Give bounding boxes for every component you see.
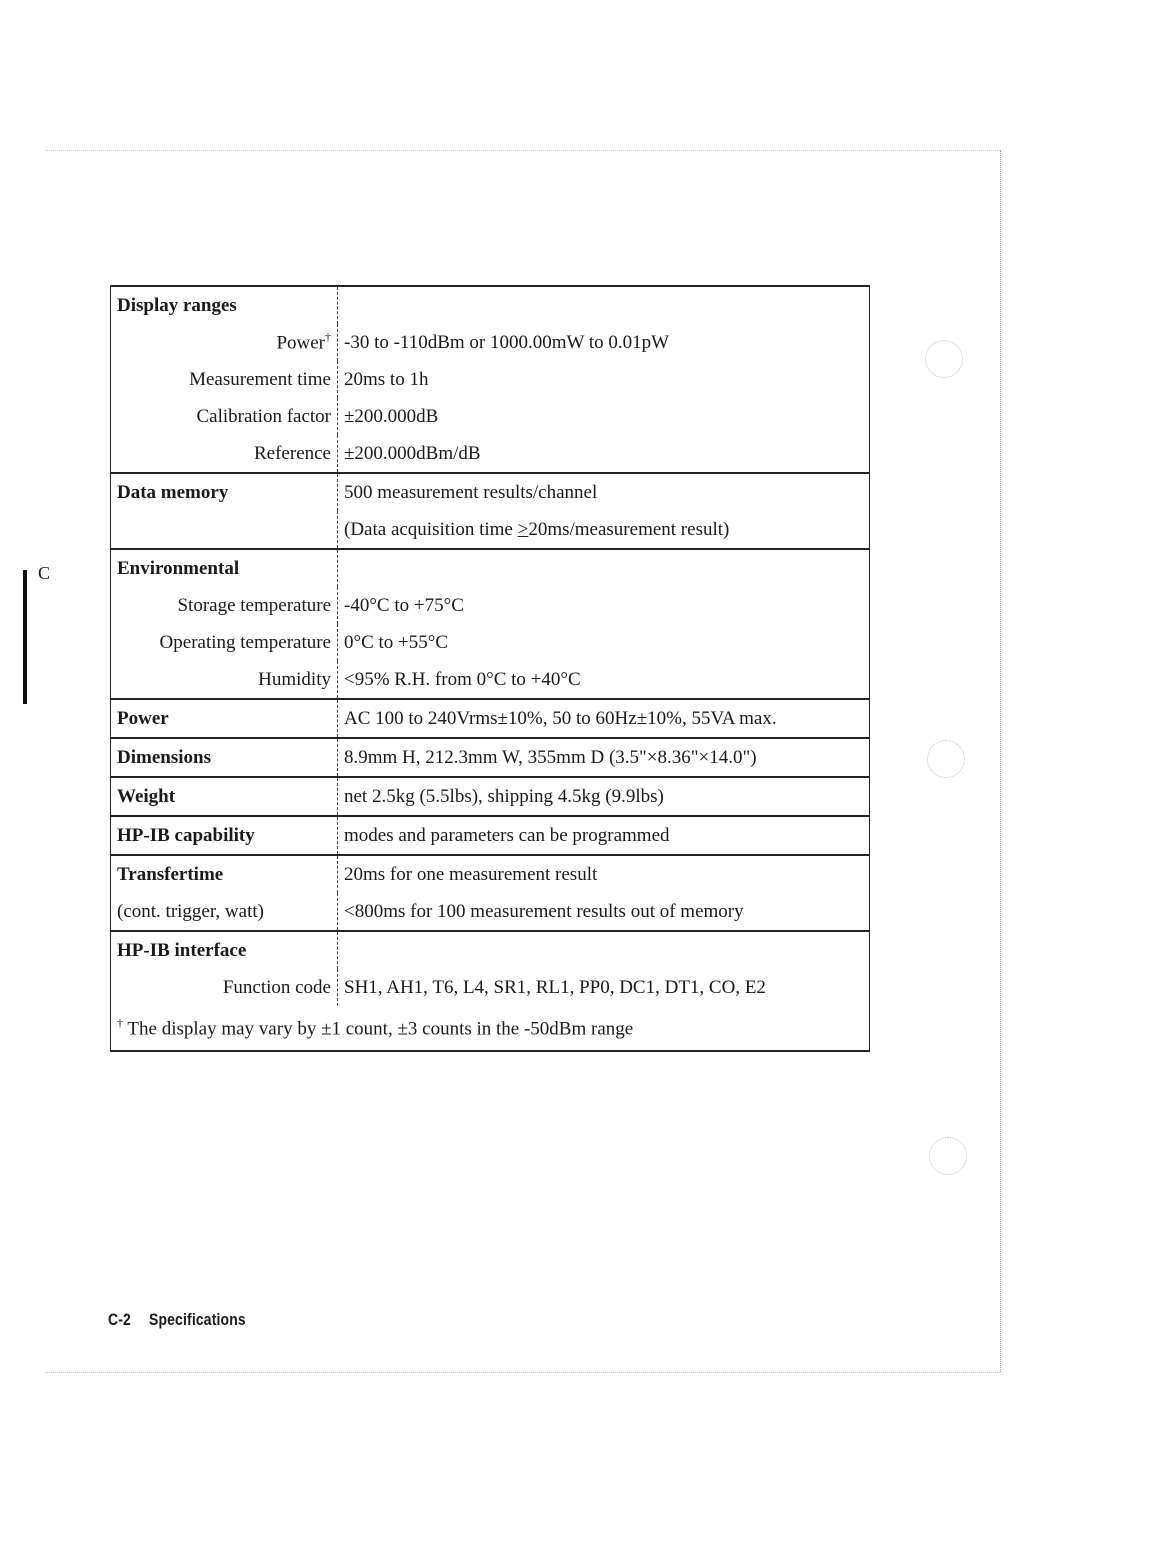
row-title: Environmental	[111, 549, 338, 587]
table-row	[111, 738, 870, 777]
row-value: ±200.000dB	[338, 398, 870, 435]
table-row	[111, 398, 870, 435]
table-row	[111, 893, 870, 931]
row-title: Transfertime	[111, 855, 338, 893]
section-tab-letter: C	[38, 563, 51, 583]
binder-hole	[925, 340, 963, 378]
footnote: † The display may vary by ±1 count, ±3 counts in the -50dBm range	[111, 1006, 870, 1051]
table-footnote-row	[111, 1006, 870, 1051]
row-value: 500 measurement results/channel	[338, 473, 870, 511]
page-number: C-2	[108, 1310, 131, 1329]
row-title: Display ranges	[111, 286, 338, 324]
table-row	[111, 511, 870, 549]
row-label: Humidity	[111, 661, 338, 699]
table-row	[111, 624, 870, 661]
row-label: Measurement time	[111, 361, 338, 398]
row-value: -30 to -110dBm or 1000.00mW to 0.01pW	[338, 324, 870, 361]
page-footer	[108, 1310, 246, 1330]
row-title: Dimensions	[111, 738, 338, 777]
row-value: <95% R.H. from 0°C to +40°C	[338, 661, 870, 699]
row-title: Power	[111, 699, 338, 738]
table-row	[111, 587, 870, 624]
row-title: HP-IB interface	[111, 931, 338, 969]
page-edge-bottom	[45, 1372, 1000, 1373]
specifications-table	[110, 285, 870, 1052]
row-subtitle: (cont. trigger, watt)	[111, 893, 338, 931]
row-value: AC 100 to 240Vrms±10%, 50 to 60Hz±10%, 55VA max.	[338, 699, 870, 738]
dagger-mark: †	[117, 1015, 123, 1030]
row-value: net 2.5kg (5.5lbs), shipping 4.5kg (9.9lbs)	[338, 777, 870, 816]
row-label: Calibration factor	[111, 398, 338, 435]
row-value: -40°C to +75°C	[338, 587, 870, 624]
row-title: Data memory	[111, 473, 338, 511]
table-row	[111, 549, 870, 587]
row-label: Power	[276, 332, 325, 354]
row-value: 0°C to +55°C	[338, 624, 870, 661]
page-edge-right	[1000, 150, 1001, 1372]
row-label: Reference	[111, 435, 338, 473]
row-value: SH1, AH1, T6, L4, SR1, RL1, PP0, DC1, DT1, CO, E2	[338, 969, 870, 1006]
table-row	[111, 473, 870, 511]
table-row	[111, 435, 870, 473]
row-label: Function code	[111, 969, 338, 1006]
row-label: Operating temperature	[111, 624, 338, 661]
table-row	[111, 286, 870, 324]
page-edge-top	[45, 150, 1000, 151]
row-value: 20ms to 1h	[338, 361, 870, 398]
row-value: <800ms for 100 measurement results out of memory	[338, 893, 870, 931]
row-value: 20ms for one measurement result	[338, 855, 870, 893]
row-value: modes and parameters can be programmed	[338, 816, 870, 855]
row-value: (Data acquisition time >20ms/measurement result)	[338, 511, 870, 549]
binder-hole	[927, 740, 965, 778]
section-name: Specifications	[149, 1310, 246, 1329]
dagger-mark: †	[325, 330, 331, 345]
table-row	[111, 969, 870, 1006]
table-row	[111, 661, 870, 699]
row-title: Weight	[111, 777, 338, 816]
binder-hole	[929, 1137, 967, 1175]
row-label: Storage temperature	[111, 587, 338, 624]
table-row	[111, 324, 870, 361]
table-row	[111, 361, 870, 398]
row-value: 8.9mm H, 212.3mm W, 355mm D (3.5"×8.36"×14.0")	[338, 738, 870, 777]
section-tab-bar	[23, 570, 27, 704]
table-row	[111, 699, 870, 738]
table-row	[111, 855, 870, 893]
table-row	[111, 931, 870, 969]
table-row	[111, 777, 870, 816]
row-title: HP-IB capability	[111, 816, 338, 855]
table-row	[111, 816, 870, 855]
row-value: ±200.000dBm/dB	[338, 435, 870, 473]
